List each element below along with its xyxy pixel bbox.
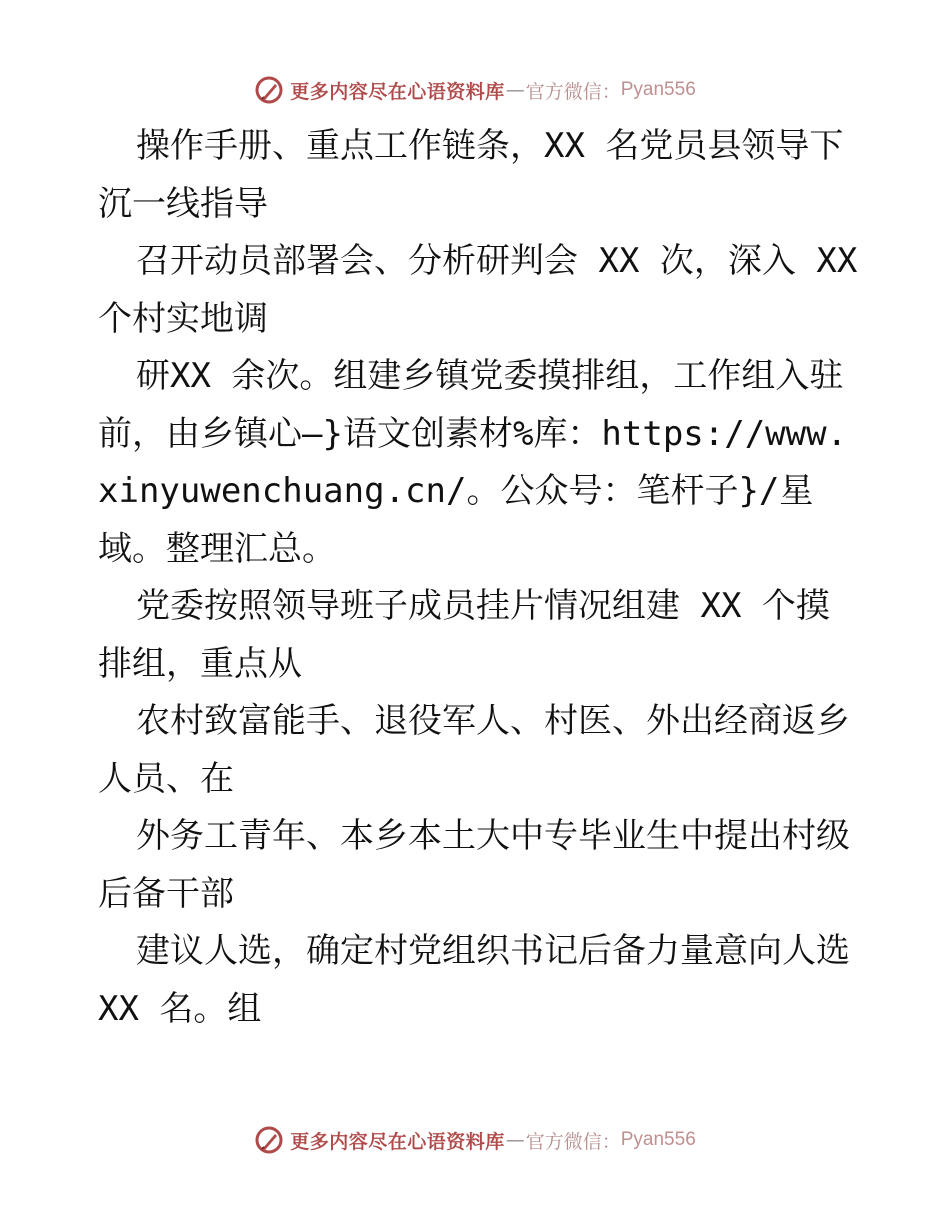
paragraph: 操作手册、重点工作链条，XX 名党员县领导下沉一线指导 (98, 126, 844, 224)
paragraph: 农村致富能手、退役军人、村医、外出经商返乡人员、在 (98, 701, 850, 799)
paragraph: 召开动员部署会、分析研判会 XX 次，深入 XX 个村实地调 (98, 241, 858, 339)
footer-watermark (0, 1120, 950, 1160)
footer-brand-text: 更多内容尽在心语资料库 (290, 1130, 505, 1153)
header-wechat-label: 官方微信： (525, 80, 621, 103)
paragraph: 建议人选，确定村党组织书记后备力量意向人选 XX 名。组 (98, 931, 850, 1029)
header-wechat-id: Pyan556 (620, 79, 696, 100)
header-watermark (0, 70, 950, 110)
document-body (98, 118, 858, 1038)
footer-wechat-id: Pyan556 (620, 1129, 696, 1150)
paragraph: 外务工青年、本乡本土大中专毕业生中提出村级后备干部 (98, 816, 850, 914)
quill-pen-icon (254, 1125, 284, 1155)
quill-pen-icon (254, 75, 284, 105)
footer-wechat-label: 官方微信： (525, 1130, 621, 1153)
footer-separator: — (505, 1129, 525, 1151)
header-separator: — (505, 79, 525, 101)
paragraph: 党委按照领导班子成员挂片情况组建 XX 个摸排组，重点从 (98, 586, 830, 684)
paragraph: 研XX 余次。组建乡镇党委摸排组，工作组入驻前，由乡镇心—}语文创素材%库：https://www.xinyuwenchuang.cn/。公众号：笔杆子}/星域。整理汇总。 (98, 356, 848, 569)
header-brand-text: 更多内容尽在心语资料库 (290, 80, 505, 103)
